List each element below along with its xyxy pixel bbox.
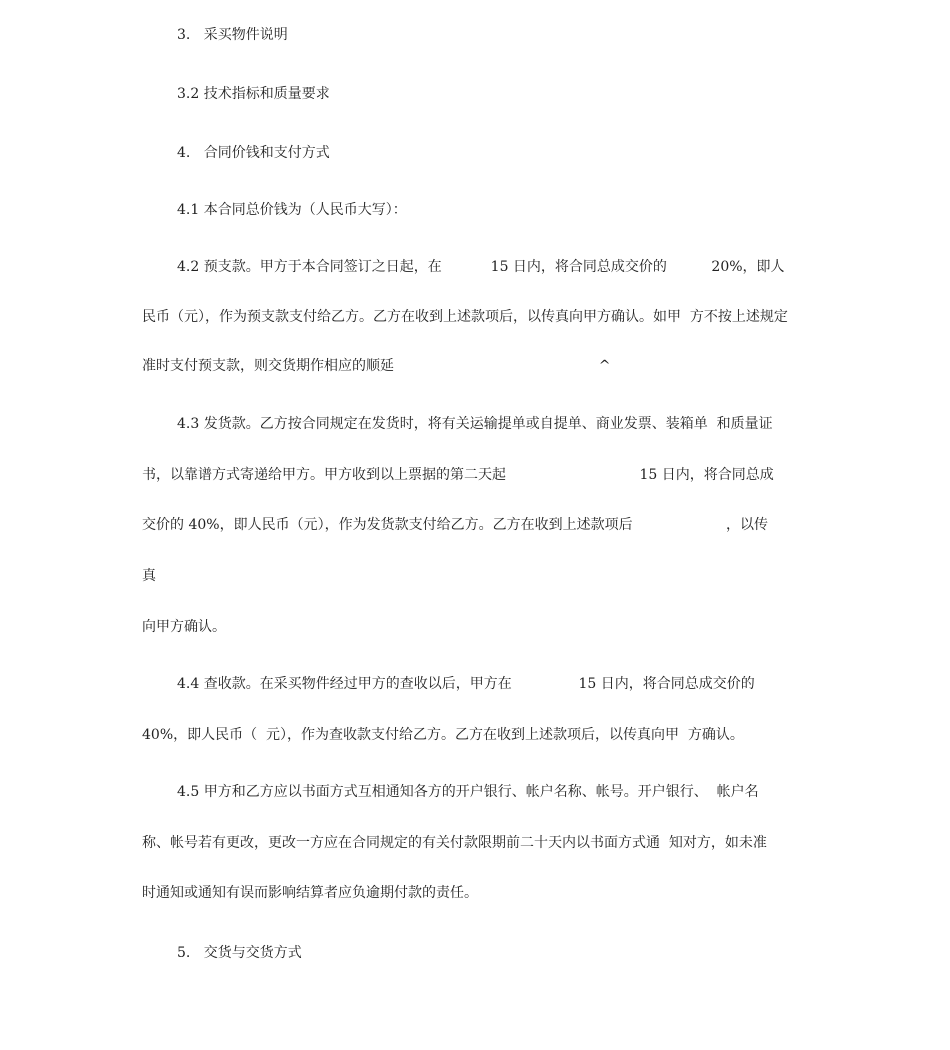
clause-4-3-line5: 向甲方确认。	[142, 619, 226, 635]
clause-4-5-line3: 时通知或通知有误而影响结算者应负逾期付款的责任。	[142, 885, 478, 901]
clause-4-2-line1: 4.2 预支款。甲方于本合同签订之日起，在 15 日内，将合同总成交价的 20%，即人	[177, 259, 785, 275]
clause-4-4-line1: 4.4 查收款。在采买物件经过甲方的查收以后，甲方在 15 日内，将合同总成交价的	[177, 676, 755, 692]
clause-4-3-line3: 交价的 40%，即人民币（元），作为发货款支付给乙方。乙方在收到上述款项后 ，以传	[142, 517, 769, 533]
clause-4-4-line2: 40%，即人民币（ 元），作为查收款支付给乙方。乙方在收到上述款项后，以传真向甲 方确认。	[142, 727, 744, 743]
heading-3: 3. 采买物件说明	[177, 27, 288, 43]
clause-4-1: 4.1 本合同总价钱为（人民币大写）：	[177, 202, 407, 218]
clause-4-2-line2: 民币（元），作为预支款支付给乙方。乙方在收到上述款项后，以传真向甲方确认。如甲 方不按上述规定	[142, 309, 788, 325]
clause-4-2-line3: 准时支付预支款，则交货期作相应的顺延 ^	[142, 358, 611, 374]
clause-4-5-line1: 4.5 甲方和乙方应以书面方式互相通知各方的开户银行、帐户名称、帐号。开户银行、 帐户名	[177, 784, 759, 800]
heading-3-2: 3.2 技术指标和质量要求	[177, 86, 330, 102]
heading-4: 4. 合同价钱和支付方式	[177, 145, 330, 161]
heading-5: 5. 交货与交货方式	[177, 945, 302, 961]
clause-4-3-line1: 4.3 发货款。乙方按合同规定在发货时，将有关运输提单或自提单、商业发票、装箱单 和质量证	[177, 416, 773, 432]
clause-4-3-line4: 真	[142, 568, 156, 584]
clause-4-3-line2: 书，以靠谱方式寄递给甲方。甲方收到以上票据的第二天起 15 日内，将合同总成	[142, 467, 774, 483]
clause-4-5-line2: 称、帐号若有更改，更改一方应在合同规定的有关付款限期前二十天内以书面方式通 知对方，如未准	[142, 835, 767, 851]
